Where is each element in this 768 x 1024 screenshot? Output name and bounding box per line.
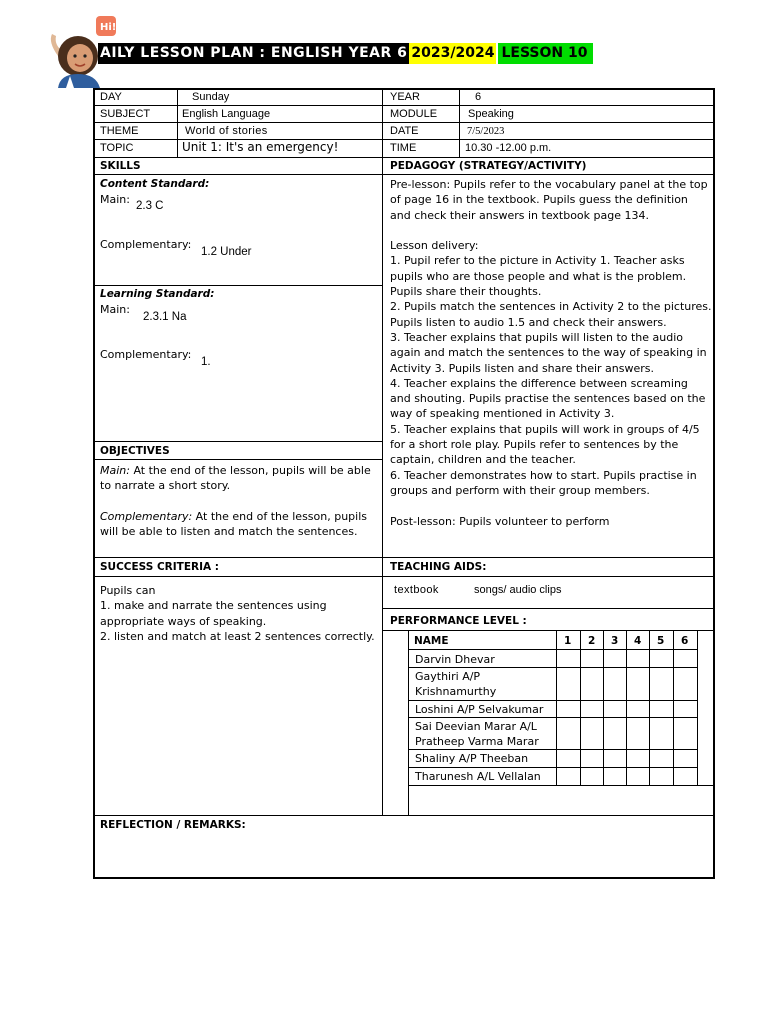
success-line-3: 2. listen and match at least 2 sentences correctly. [100,629,375,643]
delivery-label: Lesson delivery: [390,239,479,253]
objectives-heading: OBJECTIVES [100,445,170,457]
table-row: Shaliny A/P Theeban [415,752,529,765]
level-header-2: 2 [588,635,596,647]
time-label: TIME [390,142,417,154]
pre-lesson: Pre-lesson: Pupils refer to the vocabulary panel at the top of page 16 in the textbook. Pupils guess the definition and check their answers in textbook page 134. [390,178,708,222]
pedagogy-content [390,177,712,529]
year-label: YEAR [390,91,420,103]
year-badge: 2023/2024 [409,43,496,64]
hi-badge-text: Hi! [100,22,117,33]
success-line-1: Pupils can [100,584,156,597]
objective-comp-label: Complementary: [100,510,193,523]
success-criteria [100,583,380,644]
content-comp-value: 1.2 Under [201,246,252,258]
content-standard-heading: Content Standard: [100,178,210,190]
subject-value: English Language [182,108,271,120]
theme-value: World of stories [185,125,268,137]
page-title: AILY LESSON PLAN : ENGLISH YEAR 6 [98,43,409,64]
reflection-heading: REFLECTION / REMARKS: [100,819,246,831]
post-lesson: Post-lesson: Pupils volunteer to perform [390,514,610,528]
table-row: Sai Deevian Marar A/L Pratheep Varma Marar [415,720,539,749]
objective-main-text: At the end of the lesson, pupils will be able to narrate a short story. [100,464,371,493]
aids-heading: TEACHING AIDS: [390,561,487,573]
module-label: MODULE [390,108,438,120]
objective-main [100,463,380,494]
level-header-1: 1 [564,635,572,647]
level-header-4: 4 [634,635,642,647]
aid-audio: songs/ audio clips [474,584,562,596]
day-value: Sunday [192,91,230,103]
step-1: 1. Pupil refer to the picture in Activity 1. Teacher asks pupils who are those people and what is the problem. Pupils share their thoughts. [390,254,687,299]
success-heading: SUCCESS CRITERIA : [100,561,219,573]
table-row: Gaythiri A/P Krishnamurthy [415,670,497,699]
learning-standard-heading: Learning Standard: [100,288,215,300]
learning-main-value: 2.3.1 Na [143,311,187,323]
performance-heading: PERFORMANCE LEVEL : [390,615,527,627]
lesson-badge: LESSON 10 [498,43,593,64]
step-2: 2. Pupils match the sentences in Activity 2 to the pictures. Pupils listen to audio 1.5 and check their answers. [390,300,712,329]
name-column-header: NAME [414,635,449,647]
level-header-5: 5 [657,635,665,647]
content-comp-label: Complementary: [100,238,192,251]
title-bar [98,43,593,64]
topic-label: TOPIC [100,142,134,154]
theme-label: THEME [100,125,139,137]
content-main-value: 2.3 C [136,200,164,212]
time-value: 10.30 -12.00 p.m. [465,142,552,154]
step-3: 3. Teacher explains that pupils will listen to the audio again and match the sentences to the way of speaking in Activity 3. Pupils listen and share their answers. [390,330,707,375]
date-label: DATE [390,125,419,137]
date-value: 7/5/2023 [467,126,505,137]
skills-heading: SKILLS [100,160,141,172]
objective-comp-text: At the end of the lesson, pupils will be able to listen and match the sentences. [100,510,368,539]
table-row: Darvin Dhevar [415,653,495,666]
day-label: DAY [100,91,122,103]
year-value: 6 [475,91,482,103]
topic-value: Unit 1: It's an emergency! [182,140,339,154]
learning-main-label: Main: [100,303,130,316]
table-row: Tharunesh A/L Vellalan [415,770,541,783]
content-main-label: Main: [100,193,130,206]
table-row: Loshini A/P Selvakumar [415,703,544,716]
objective-comp [100,509,380,540]
objective-main-label: Main: [100,464,130,477]
success-line-2: 1. make and narrate the sentences using appropriate ways of speaking. [100,599,327,628]
aid-textbook: textbook [394,584,439,596]
learning-comp-label: Complementary: [100,348,192,361]
level-header-3: 3 [611,635,619,647]
learning-comp-value: 1. [201,356,211,368]
step-5: 5. Teacher explains that pupils will work in groups of 4/5 for a short role play. Pupils refer to sentences by the captain, children and the teacher. [390,422,700,467]
subject-label: SUBJECT [100,108,151,120]
step-4: 4. Teacher explains the difference between screaming and shouting. Pupils practise the sentences based on the way of speaking mentioned in Activity 3. [390,376,706,421]
level-header-6: 6 [681,635,689,647]
module-value: Speaking [468,108,514,120]
pedagogy-heading: PEDAGOGY (STRATEGY/ACTIVITY) [390,160,587,172]
step-6: 6. Teacher demonstrates how to start. Pupils practise in groups and perform with their group members. [390,468,697,497]
